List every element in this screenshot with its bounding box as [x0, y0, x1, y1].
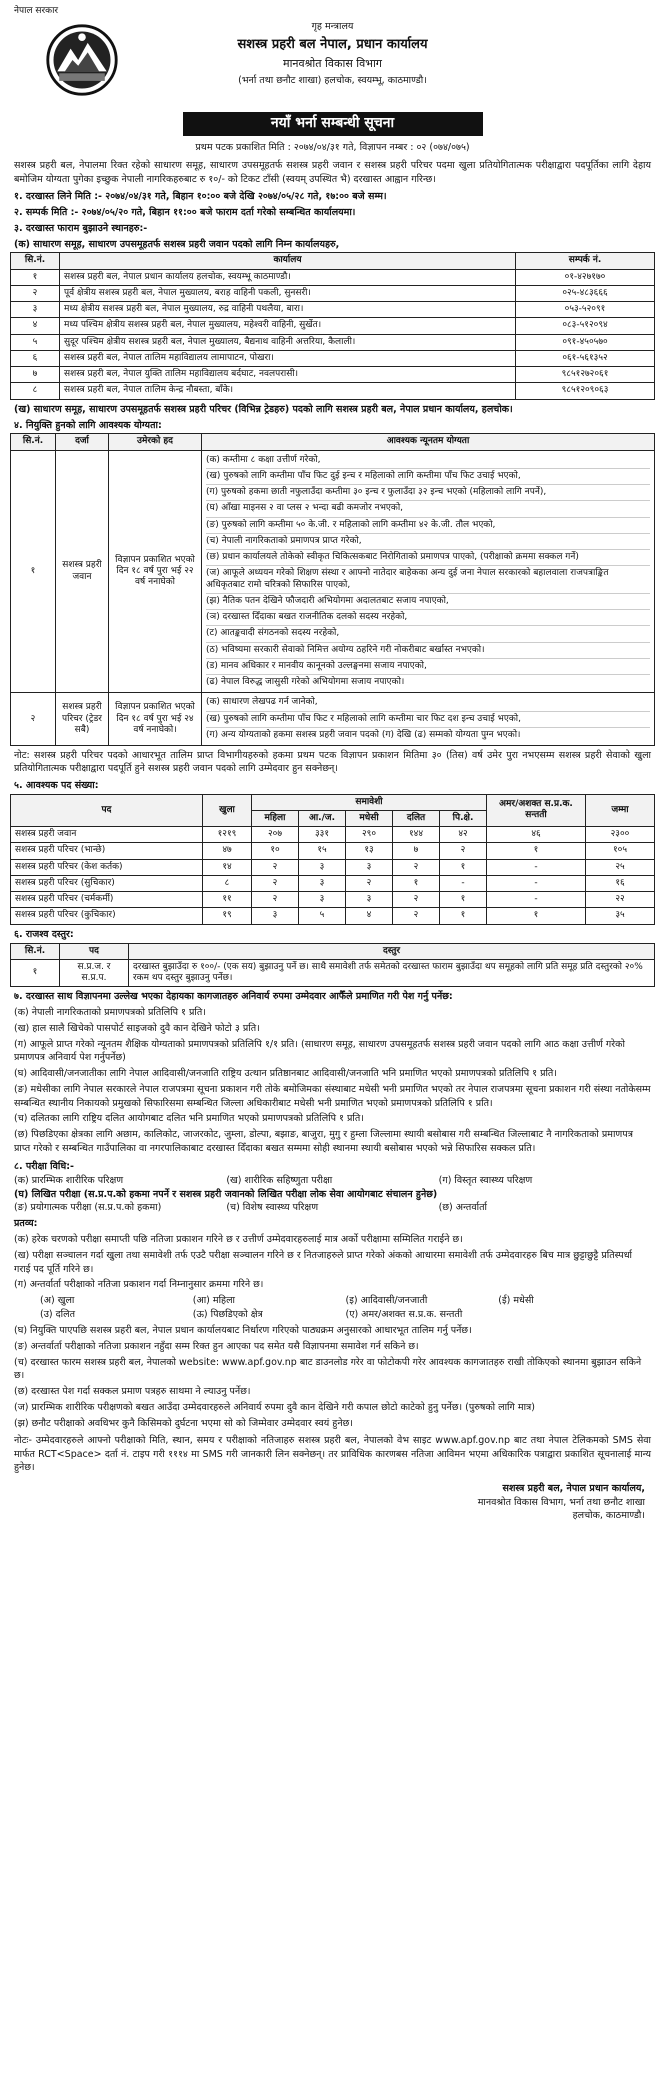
cell-office: सशस्त्र प्रहरी बल, नेपाल प्रधान कार्यालय हलचोक, स्वयम्भू काठमाण्डौ। — [60, 269, 516, 285]
posts-table — [10, 794, 655, 925]
notice-banner: नयाँ भर्ना सम्बन्धी सूचना — [183, 112, 483, 136]
table-cell: १० — [252, 843, 299, 859]
list-item: (च) दलितका लागि राष्ट्रिय दलित आयोगबाट दलित भनि प्रमाणित भएको प्रमाणपत्रको प्रतिलिपि १ प्रति। — [14, 1113, 364, 1125]
table-cell: १०५ — [586, 843, 655, 859]
col-women: महिला — [252, 810, 299, 826]
cell-contact: ९८५१२०९०६३ — [516, 383, 655, 399]
qualification-item: (ञ) दरखास्त दिँदाका बखत राजनीतिक दलको सदस्य नरहेको, — [206, 610, 650, 626]
col-open: खुला — [203, 794, 252, 827]
cell-sn: ८ — [11, 383, 60, 399]
order-item — [498, 1309, 651, 1321]
col-rank: दर्जा — [56, 434, 109, 450]
col-sn: सि.नं. — [11, 943, 60, 959]
order-row — [40, 1295, 651, 1307]
table-cell: - — [440, 875, 487, 891]
order-item: (ई) मधेसी — [498, 1295, 534, 1307]
remarks-list-2 — [14, 1323, 651, 1431]
table-cell: ४७ — [203, 843, 252, 859]
cell-qualification — [202, 693, 655, 746]
section-3b-title: (ख) साधारण समूह, साधारण उपसमूहतर्फ सशस्त्र प्रहरी परिचर (विभिन्न ट्रेडहरु) पदको लागि सशस्त्र प्रहरी बल, नेपाल प्रधान कार्यालय, हलचोक। — [14, 403, 513, 415]
qualification-table — [10, 433, 655, 746]
dept-label: मानवश्रोत विकास विभाग — [283, 57, 382, 71]
letterhead — [10, 6, 655, 106]
cell-sn: १ — [11, 959, 60, 987]
cell-age: विज्ञापन प्रकाशित भएको दिन १८ वर्ष पुरा भई २४ वर्ष ननाघेको। — [109, 693, 202, 746]
section-4-title: ४. नियुक्ति हुनको लागि आवश्यक योग्यता: — [14, 419, 162, 431]
documents-list — [14, 1005, 651, 1157]
qualification-item: (ख) पुरुषको लागि कम्तीमा पाँच फिट र महिलाको लागि कम्तीमा चार फिट दश इन्च उचाई भएको, — [206, 712, 650, 728]
exam-row — [14, 1189, 651, 1201]
table-row — [11, 383, 655, 399]
table-cell: ७ — [393, 843, 440, 859]
table-row — [11, 908, 655, 924]
cell-qualification — [202, 450, 655, 693]
note-2: नोटः- उम्मेदवारहरुले आफ्नो परीक्षाको मिति, स्थान, समय र परीक्षाको नतिजाहरु सशस्त्र प्रहरी बल, नेपालको वेभ साइट www.apf.gov.np बाट तथा नेपाल टेलिकमको SMS सेवा मार्फत RCT<Space> दर्ता नं. टाइप गरी १११४ मा SMS गरी जानकारी लिन सक्नेछन्। तर प्राविधिक कारणबस नतिजा आविमन भएमा अधिकारिक पत्राद्वारा प्रकाशित सूचनालाई मान्य हुनेछ। — [14, 1435, 651, 1473]
col-post: पद — [60, 943, 129, 959]
cell-office: सशस्त्र प्रहरी बल, नेपाल युक्ति तालिम महाविद्यालय बर्दघाट, नवलपरासी। — [60, 367, 516, 383]
cell-rank: सशस्त्र प्रहरी जवान — [56, 450, 109, 693]
intro-paragraph: सशस्त्र प्रहरी बल, नेपालमा रिक्त रहेको साधारण समूह, साधारण उपसमूहतर्फ सशस्त्र प्रहरी जवान र सशस्त्र प्रहरी परिचर पदमा खुला प्रतियोगितात्मक परीक्षाद्वारा पदपूर्तिका लागि देहाय बमोजिम योग्यता पुगेका इच्छुक नेपाली नागरिकहरुबाट रु १०/- को टिकट टाँसी (स्वयम् उपस्थित भै) दरखास्त आह्वान गरिन्छ। — [14, 160, 651, 186]
col-backward: पि.क्षे. — [440, 810, 487, 826]
cell-office: पूर्व क्षेत्रीय सशस्त्र प्रहरी बल, नेपाल मुख्यालय, बराह वाहिनी पकली, सुनसरी। — [60, 285, 516, 301]
col-dalit: दलित — [393, 810, 440, 826]
table-cell: सशस्त्र प्रहरी परिचर (चर्मकर्मी) — [11, 892, 203, 908]
table-cell: २ — [393, 892, 440, 908]
note-1: नोट: सशस्त्र प्रहरी परिचर पदको आधारभूत तालिम प्राप्त विभागीयहरुको हकमा प्रथम पटक विज्ञापन प्रकाशन मितिमा ३० (तिस) वर्ष उमेर पुरा नभएसम्म सशस्त्र प्रहरी सेवाको खुला प्रतियोगितात्मक परीक्षाद्वारा पदपूर्ति हुने सशस्त्र प्रहरी जवान पदको लागि उम्मेदवार हुन सक्नेछन्। — [14, 750, 651, 775]
table-cell: २ — [346, 875, 393, 891]
qualification-item: (च) नेपाली नागरिकताको प्रमाणपत्र प्राप्त गरेको, — [206, 534, 650, 550]
sig-org: सशस्त्र प्रहरी बल, नेपाल प्रधान कार्यालय, — [502, 1483, 645, 1495]
table-cell: १३ — [346, 843, 393, 859]
table-row — [11, 827, 655, 843]
table-row — [11, 875, 655, 891]
table-cell: ४ — [346, 908, 393, 924]
table-row — [11, 959, 655, 987]
table-row — [11, 334, 655, 350]
table-row — [11, 318, 655, 334]
table-cell: २९० — [346, 827, 393, 843]
cell-sn: २ — [11, 693, 56, 746]
ministry-label: गृह मन्त्रालय — [311, 21, 354, 33]
list-item: (घ) नियुक्ति पाएपछि सशस्त्र प्रहरी बल, नेपाल प्रधान कार्यालयबाट निर्धारण गरिएको पाठ्यक्रम अनुसारको आधारभूत तालिम गर्नु पर्नेछ। — [14, 1324, 472, 1336]
col-inclusive: समावेशी — [252, 794, 487, 810]
cell-rank: सशस्त्र प्रहरी परिचर (ट्रेडर सबै) — [56, 693, 109, 746]
table-cell: २ — [393, 908, 440, 924]
cell-sn: २ — [11, 285, 60, 301]
list-item: (ख) परीक्षा सञ्चालन गर्दा खुला तथा समावेशी तर्फ एउटै परीक्षा सञ्चालन गरिने छ र नितजाहरुले प्राप्त गरेको अंकको आधारमा समावेशी तर्फ उम्मेदवारहरु बिच मात्र छुट्टाछुट्टै प्रतिस्पर्धा गराई पद पूर्ति गरिने छ। — [14, 1249, 633, 1275]
table-row — [11, 693, 655, 746]
table-row — [11, 269, 655, 285]
col-qualification: आवश्यक न्यूनतम योग्यता — [202, 434, 655, 450]
exam-item: (घ) लिखित परीक्षा (स.प्र.प.को हकमा नपर्ने र सशस्त्र प्रहरी जवानको लिखित परीक्षा लोक सेवा आयोगबाट संचालन हुनेछ) — [14, 1188, 438, 1200]
cell-sn: ७ — [11, 367, 60, 383]
list-item: (ग) अन्तर्वार्ता परीक्षाको नतिजा प्रकाशन गर्दा निम्नानुसार क्रममा गरिने छ। — [14, 1279, 264, 1291]
cell-sn: ५ — [11, 334, 60, 350]
table-row — [11, 285, 655, 301]
table-cell: २ — [252, 892, 299, 908]
table-cell: १४ — [203, 859, 252, 875]
table-cell: ४२ — [440, 827, 487, 843]
exam-item: (ङ) प्रयोगात्मक परीक्षा (स.प्र.प.को हकमा) — [14, 1202, 162, 1214]
exam-item: (ख) शारीरिक सहिष्णुता परीक्षा — [226, 1174, 333, 1186]
table-cell: १९ — [203, 908, 252, 924]
list-item: (ज) प्रारम्भिक शारीरिक परीक्षणको बखत आउँदा उम्मेदवारहरुले अनिवार्य रुपमा दुवै कान देखिने गरी कपाल छोटो काटेको हुनु पर्नेछ। (पुरुषको लागि मात्र) — [14, 1401, 535, 1413]
table-cell: सशस्त्र प्रहरी परिचर (केश कर्तक) — [11, 859, 203, 875]
list-item: (घ) आदिवासी/जनजातीका लागि नेपाल आदिवासी/जनजाति राष्ट्रिय उत्थान प्रतिष्ठानबाट आदिवासी/जनजाति भनि प्रमाणित भएको प्रमाणपत्रको प्रतिलिपि १ प्रति। — [14, 1068, 557, 1080]
qualification-item: (ढ) नेपाल विरुद्ध जासुसी गरेको अभियोगमा सजाय नपाएको। — [206, 677, 405, 688]
table-cell: ११ — [203, 892, 252, 908]
list-item: (ङ) अन्तर्वार्ता परीक्षाको नतिजा प्रकाशन नहुँदा सम्म रिक्त हुन आएका पद समेत यसै विज्ञापनमा समावेश गर्न सकिने छ। — [14, 1340, 419, 1352]
cell-contact: ०६१-५६१३५२ — [516, 350, 655, 366]
table-cell: ८ — [203, 875, 252, 891]
table-cell: सशस्त्र प्रहरी परिचर (सुचिकार) — [11, 875, 203, 891]
col-age: उमेरको हद — [109, 434, 202, 450]
table-cell: - — [487, 859, 586, 875]
table-cell: ३५ — [586, 908, 655, 924]
table-row — [11, 859, 655, 875]
apply-date: १. दरखास्त लिने मिति :- २०७४/०४/३१ गते, बिहान १०:०० बजे देखि २०७४/०५/२८ गते, १७:०० बजे सम्म। — [14, 190, 387, 202]
qualification-item: (ड) मानव अधिकार र मानवीय कानूनको उल्लङ्घनमा सजाय नपाएको, — [206, 659, 650, 675]
notice-page — [10, 0, 655, 1522]
table-cell: सशस्त्र प्रहरी परिचर (भान्छे) — [11, 843, 203, 859]
qualification-item: (ज) आफूले अध्ययन गरेको शिक्षण संस्था र आफ्नो नातेदार बाहेकका अन्य दुई जना नेपाल सरकारको बहालवाला राजपत्राङ्कित अधिकृतबाट रामो चरित्रको सिफारिस पाएको, — [206, 566, 650, 594]
sig-dept: मानवश्रोत विकास विभाग, भर्ना तथा छनौट शाखा — [477, 1496, 645, 1508]
remarks-title: प्रतव्य: — [14, 1218, 38, 1230]
table-cell: ३ — [346, 859, 393, 875]
exam-methods — [10, 1175, 655, 1215]
qualification-item: (क) कम्तीमा ८ कक्षा उत्तीर्ण गरेको, — [206, 453, 650, 469]
cell-fee: दरखास्त बुझाउँदा रु १००/- (एक सय) बुझाउनु पर्ने छ। साथै समावेशी तर्फ समेतको दरखास्त फाराम बुझाउँदा थप समूहको लागि प्रति समूह प्रति दस्तुरको २०% रकम थप दस्तुर बुझाउनु पर्नेछ। — [129, 959, 655, 987]
qualification-item: (ग) अन्य योग्यताको हकमा सशस्त्र प्रहरी जवान पदको (ग) देखि (ढ) सम्मको योग्यता पुग्न भएको। — [206, 729, 521, 740]
table-row — [11, 892, 655, 908]
list-item: (क) हरेक चरणको परीक्षा समाप्ती पछि नतिजा प्रकाशन गरिने छ र उत्तीर्ण उम्मेदवारहरुलाई मात्र अर्को परीक्षामा सम्मिलित गराईने छ। — [14, 1234, 463, 1246]
section-3a-title: (क) साधारण समूह, साधारण उपसमूहतर्फ सशस्त्र प्रहरी जवान पदको लागि निम्न कार्यालयहरु, — [14, 238, 340, 250]
qualification-item: (क) साधारण लेखपढ गर्न जानेको, — [206, 695, 650, 711]
cell-sn: १ — [11, 269, 60, 285]
cell-contact: ०८३-५१२०९४ — [516, 318, 655, 334]
table-row — [11, 367, 655, 383]
cell-sn: ६ — [11, 350, 60, 366]
col-office: कार्यालय — [60, 253, 516, 269]
list-item: (क) नेपाली नागरिकताको प्रमाणपत्रको प्रतिलिपि १ प्रति। — [14, 1007, 206, 1019]
qualification-item: (ग) पुरुषको हकमा छाती नफुलाउँदा कम्तीमा ३० इन्च र फुलाउँदा ३२ इन्च भएको (महिलाको लागि नपर्ने), — [206, 485, 650, 501]
table-cell: ५ — [299, 908, 346, 924]
qualification-item: (छ) प्रधान कार्यालयले तोकेको स्वीकृत चिकित्सकबाट निरोगिताको प्रमाणपत्र पाएको, (परीक्षाको क्रममा सक्कल गर्ने) — [206, 550, 650, 566]
table-cell: ३ — [299, 892, 346, 908]
section-5-title: ५. आवश्यक पद संख्या: — [14, 779, 99, 791]
qualification-item: (ट) आतङ्कवादी संगठनको सदस्य नरहेको, — [206, 626, 650, 642]
cell-post: स.प्र.ज. र स.प्र.प. — [60, 959, 129, 987]
fee-table — [10, 943, 655, 988]
qualification-item: (ख) पुरुषको लागि कम्तीमा पाँच फिट दुई इन्च र महिलाको लागि कम्तीमा पाँच फिट उचाई भएको, — [206, 469, 650, 485]
col-sn: सि.नं. — [11, 434, 56, 450]
table-cell: २ — [252, 859, 299, 875]
cell-contact: ०१-४२७१७० — [516, 269, 655, 285]
table-cell: १२१९ — [203, 827, 252, 843]
table-cell: २ — [393, 859, 440, 875]
section-8-title: ८. परीक्षा विधि:- — [14, 1160, 74, 1172]
section-7-title: ७. दरखास्त साथ विज्ञापनमा उल्लेख भएका देहायका कागजातहरु अनिवार्य रुपमा उम्मेदवार आफैँले प्रमाणित गरी पेश गर्नु पर्नेछ: — [14, 991, 453, 1003]
cell-office: मध्य पश्चिम क्षेत्रीय सशस्त्र प्रहरी बल, नेपाल मुख्यालय, महेश्वरी वाहिनी, सुर्खेत। — [60, 318, 516, 334]
org-title: सशस्त्र प्रहरी बल नेपाल, प्रधान कार्यालय — [237, 37, 428, 53]
table-cell: २ — [252, 875, 299, 891]
table-cell: सशस्त्र प्रहरी परिचर (कुचिकार) — [11, 908, 203, 924]
order-item: (ऊ) पिछडिएको क्षेत्र — [192, 1309, 263, 1321]
table-row — [11, 450, 655, 693]
cell-sn: ४ — [11, 318, 60, 334]
govt-label: नेपाल सरकार — [14, 6, 59, 16]
table-cell: १ — [440, 859, 487, 875]
list-item: (च) दरखास्त फारम सशस्त्र प्रहरी बल, नेपालको website: www.apf.gov.np बाट डाउनलोड गरेर वा फोटोकपी गरेर आवश्यक कागजातहरु राखी तोकिएको स्थानमा बुझाउन सकिने छ। — [14, 1356, 642, 1382]
order-item: (आ) महिला — [192, 1295, 235, 1307]
table-cell: ३ — [299, 859, 346, 875]
table-cell: १४४ — [393, 827, 440, 843]
col-sn: सि.नं. — [11, 253, 60, 269]
exam-item: (च) विशेष स्वास्थ्य परिक्षण — [226, 1202, 319, 1214]
exam-row — [14, 1175, 651, 1187]
table-row — [11, 302, 655, 318]
table-row — [11, 843, 655, 859]
cell-office: मध्य क्षेत्रीय सशस्त्र प्रहरी बल, नेपाल मुख्यालय, रुद्र वाहिनी पथलैया, बारा। — [60, 302, 516, 318]
table-cell: १ — [440, 908, 487, 924]
table-cell: ३ — [252, 908, 299, 924]
table-cell: सशस्त्र प्रहरी जवान — [11, 827, 203, 843]
order-item: (अ) खुला — [40, 1295, 75, 1307]
section-3-title: ३. दरखास्त फाराम बुझाउने स्थानहरु:- — [14, 222, 148, 234]
qualification-item: (ङ) पुरुषको लागि कम्तीमा ५० के.जी. र महिलाको लागि कम्तीमा ४२ के.जी. तौल भएको, — [206, 518, 650, 534]
table-cell: ३३१ — [299, 827, 346, 843]
table-row — [11, 350, 655, 366]
sig-place: हलचोक, काठमाण्डौ। — [572, 1509, 645, 1521]
table-cell: ३ — [346, 892, 393, 908]
cell-office: सुदूर पश्चिम क्षेत्रीय सशस्त्र प्रहरी बल, नेपाल मुख्यालय, बैद्यनाथ वाहिनी अत्तरिया, कैलाली। — [60, 334, 516, 350]
cell-sn: १ — [11, 450, 56, 693]
table-cell: २०७ — [252, 827, 299, 843]
table-cell: १ — [440, 892, 487, 908]
table-cell: १ — [393, 875, 440, 891]
order-item: (इ) आदिवासी/जनजाती — [345, 1295, 428, 1307]
table-cell: १ — [487, 843, 586, 859]
exam-item: (ग) विस्तृत स्वास्थ्य परिक्षण — [438, 1174, 533, 1186]
order-row — [40, 1309, 651, 1321]
result-order — [10, 1295, 655, 1321]
col-total: जम्मा — [586, 794, 655, 827]
qualification-item: (ठ) भविष्यमा सरकारी सेवाको निमित्त अयोग्य ठहरिने गरी नोकरीबाट बर्खास्त नभएको। — [206, 643, 650, 659]
list-item: (ख) हाल सालै खिचेको पासपोर्ट साइजको दुवै कान देखिने फोटो ३ प्रति। — [14, 1022, 260, 1034]
cell-office: सशस्त्र प्रहरी बल, नेपाल तालिम केन्द्र नौबस्ता, बाँके। — [60, 383, 516, 399]
table-cell: ३ — [299, 875, 346, 891]
order-item: (ए) अमर/अशक्त स.प्र.क. सन्तती — [345, 1309, 463, 1321]
list-item: (छ) पिछडिएका क्षेत्रका लागि अछाम, कालिकोट, जाजरकोट, जुम्ला, डोल्पा, बझाङ, बाजुरा, मुगु र हुम्ला जिल्लामा स्थायी बसोबास गरी सम्बन्धित जिल्लाबाट नै नागरिकताको प्रमाणपत्र प्राप्त गरेको र सम्बन्धित गाउँपालिका वा नगरपालिकाबाट दरखास्त दिँदाका बखत सम्ममा सोही स्थानमा स्थायी बसोबास भएको भन्ने सिफारिस सक्कल प्रति। — [14, 1129, 633, 1155]
table-cell: - — [487, 892, 586, 908]
table-cell: १५ — [299, 843, 346, 859]
col-janajati: आ./ज. — [299, 810, 346, 826]
list-item: (ङ) मधेसीका लागि नेपाल सरकारले नेपाल राजपत्रमा सूचना प्रकाशन गरी तोके बमोजिमका संस्थाबाट मधेसी भनी प्रमाणित भएको तर नेपाल राजपत्रमा सूचना प्रकाशन गरी संस्था नतोकेसम्म सम्बन्धित स्थानीय निकायको प्रमुखको सिफारिसमा सम्बन्धित जिल्ला अधिकारीबाट मधेसी भनी प्रमाणित भएको प्रमाणपत्रको प्रतिलिपि १ प्रति। — [14, 1083, 651, 1109]
table-cell: ४६ — [487, 827, 586, 843]
nepal-emblem-icon — [44, 22, 120, 98]
section-6-title: ६. राजश्व दस्तुर: — [14, 928, 74, 940]
table-cell: १६ — [586, 875, 655, 891]
list-item: (छ) दरखास्त पेश गर्दा सक्कल प्रमाण पत्रहरु साथमा ने ल्याउनु पर्नेछ। — [14, 1386, 251, 1398]
table-cell: २३०० — [586, 827, 655, 843]
list-item: (झ) छनौट परीक्षाको अवधिभर कुनै किसिमको दुर्घटना भएमा सो को जिम्मेवार उम्मेदवार स्वयं हुनेछ। — [14, 1417, 353, 1429]
exam-item: (छ) अन्तर्वार्ता — [438, 1202, 487, 1214]
table-cell: १ — [487, 908, 586, 924]
cell-sn: ३ — [11, 302, 60, 318]
list-item: (ग) आफूले प्राप्त गरेको न्यूनतम शैक्षिक योग्यताको प्रमाणपत्रको प्रतिलिपि १/१ प्रति। (साधारण समूह, साधारण उपसमूहतर्फ सशस्त्र प्रहरी जवान पदको लागि आठ कक्षा उत्तीर्ण गरेको प्रमाणपत्र अनिवार्य पेश गर्नुपर्नेछ) — [14, 1038, 625, 1064]
offices-table — [10, 252, 655, 399]
exam-row — [14, 1202, 651, 1214]
qualification-item: (घ) आँखा माइनस २ वा प्लस २ भन्दा बढी कमजोर नभएको, — [206, 501, 650, 517]
table-cell: २ — [440, 843, 487, 859]
exam-item: (क) प्रारम्भिक शारीरिक परिक्षण — [14, 1174, 124, 1186]
branch-label: (भर्ना तथा छनौट शाखा) हलचोक, स्वयम्भू, काठमाण्डौ। — [238, 75, 427, 87]
cell-contact: ०२५-४८३६६६ — [516, 285, 655, 301]
col-post: पद — [11, 794, 203, 827]
signature-block — [10, 1482, 645, 1522]
qualification-item: (झ) नैतिक पतन देखिने फौजदारी अभियोगमा अदालतबाट सजाय नपाएको, — [206, 594, 650, 610]
cell-contact: ०५३-५२०९१ — [516, 302, 655, 318]
order-item: (उ) दलित — [40, 1309, 75, 1321]
table-cell: २२ — [586, 892, 655, 908]
col-contact: सम्पर्क नं. — [516, 253, 655, 269]
contact-date: २. सम्पर्क मिति :- २०७४/०५/२० गते, बिहान ११:०० बजे फाराम दर्ता गरेको सम्बन्धित कार्यालयमा। — [14, 206, 356, 218]
col-fee: दस्तुर — [129, 943, 655, 959]
col-martyr: अमर/अशक्त स.प्र.क. सन्तती — [487, 794, 586, 827]
remarks-list — [14, 1232, 651, 1293]
table-cell: - — [487, 875, 586, 891]
table-cell: २५ — [586, 859, 655, 875]
cell-contact: ९८५१२७२०६१ — [516, 367, 655, 383]
col-madhesi: मधेसी — [346, 810, 393, 826]
cell-contact: ०९१-४५०५७० — [516, 334, 655, 350]
cell-age: विज्ञापन प्रकाशित भएको दिन १८ वर्ष पुरा भई २२ वर्ष ननाघेको — [109, 450, 202, 693]
cell-office: सशस्त्र प्रहरी बल, नेपाल तालिम महाविद्यालय लामापाटन, पोखरा। — [60, 350, 516, 366]
publish-line: प्रथम पटक प्रकाशित मिति : २०७४/०४/३१ गते, विज्ञापन नम्बर : ०२ (०७४/०७५) — [195, 141, 470, 153]
